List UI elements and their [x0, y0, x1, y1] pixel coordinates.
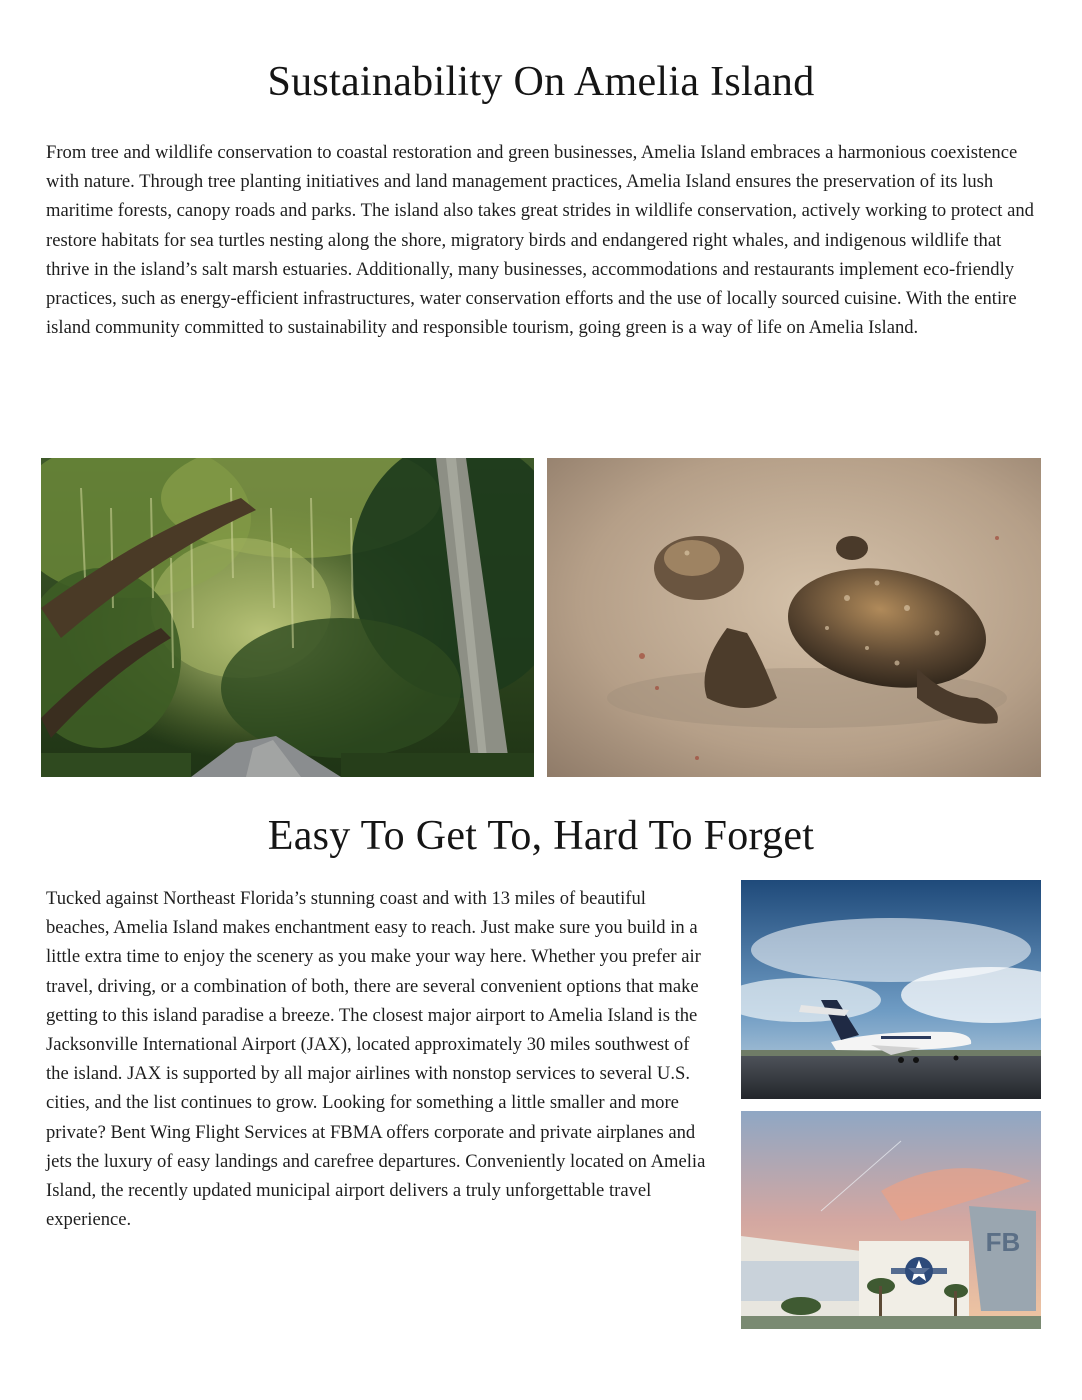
section-title-sustainability: Sustainability On Amelia Island — [267, 59, 815, 105]
airport-terminal-photo — [741, 1111, 1041, 1329]
section-title-travel: Easy To Get To, Hard To Forget — [267, 813, 815, 859]
sea-turtle-photo — [547, 458, 1041, 777]
tail-lettering: FB — [985, 1227, 1021, 1257]
private-jet-photo — [741, 880, 1041, 1099]
sustainability-paragraph: From tree and wildlife conservation to coastal restoration and green businesses, Amelia Island embraces a harmonious coexistence with nature. Through tree planting initiatives and land management practices, Amelia Island ensures the preservation of its lush maritime forests, canopy roads and parks. The island also takes great strides in wildlife conservation, actively working to protect and restore habitats for sea turtles nesting along the shore, migratory birds and endangered right whales, and indigenous wildlife that thrive in the island’s salt marsh estuaries. Additionally, many businesses, accommodations and restaurants implement eco-friendly practices, such as energy-efficient infrastructures, water conservation efforts and the use of locally sourced cuisine. With the entire island community committed to sustainability and responsible tourism, going green is a way of life on Amelia Island. — [46, 142, 1034, 339]
canopy-road-photo — [41, 458, 534, 777]
travel-paragraph: Tucked against Northeast Florida’s stunning coast and with 13 miles of beautiful beaches, Amelia Island makes enchantment easy to reach. Just make sure you build in a little extra time to enjoy the scenery as you make your way here. Whether you prefer air travel, driving, or a combination of both, there are several convenient options that make getting to this island paradise a breeze. The closest major airport to Amelia Island is the Jacksonville International Airport (JAX), located approximately 30 miles southwest of the island. JAX is supported by all major airlines with nonstop services to several U.S. cities, and the list continues to grow. Looking for something a little smaller and more private? Bent Wing Flight Services at FBMA offers corporate and private airplanes and jets the luxury of easy landings and carefree departures. Conveniently located on Amelia Island, the recently updated municipal airport delivers a truly unforgettable travel experience. — [46, 888, 706, 1231]
